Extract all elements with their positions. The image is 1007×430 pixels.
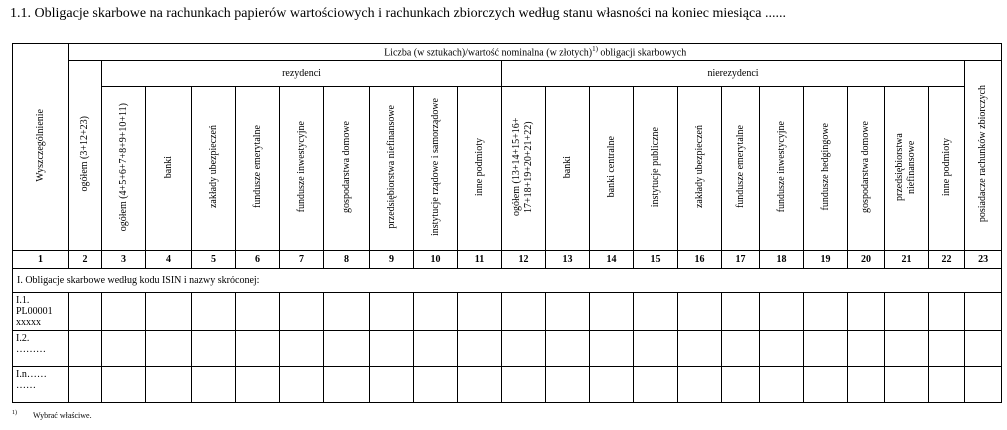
data-cell[interactable] bbox=[965, 331, 1002, 367]
data-cell[interactable] bbox=[634, 293, 678, 331]
header-col-18: fundusze inwestycyjne bbox=[760, 87, 804, 251]
col-number: 18 bbox=[760, 251, 804, 269]
data-cell[interactable] bbox=[370, 293, 414, 331]
header-col-22: inne podmioty bbox=[929, 87, 965, 251]
data-cell[interactable] bbox=[102, 293, 146, 331]
data-cell[interactable] bbox=[965, 367, 1002, 403]
data-cell[interactable] bbox=[236, 367, 280, 403]
header-rezydenci: rezydenci bbox=[102, 61, 502, 87]
data-cell[interactable] bbox=[458, 367, 502, 403]
data-cell[interactable] bbox=[929, 293, 965, 331]
col-number: 3 bbox=[102, 251, 146, 269]
header-col-15: instytucje publiczne bbox=[634, 87, 678, 251]
data-cell[interactable] bbox=[678, 331, 722, 367]
header-col-3: ogółem (4+5+6+7+8+9+10+11) bbox=[102, 87, 146, 251]
data-cell[interactable] bbox=[324, 367, 370, 403]
table-row bbox=[13, 293, 1002, 331]
data-cell[interactable] bbox=[502, 293, 546, 331]
data-cell[interactable] bbox=[804, 367, 848, 403]
col-number: 16 bbox=[678, 251, 722, 269]
header-col-7: fundusze inwestycyjne bbox=[280, 87, 324, 251]
data-cell[interactable] bbox=[502, 367, 546, 403]
data-cell[interactable] bbox=[69, 331, 102, 367]
data-cell[interactable] bbox=[69, 293, 102, 331]
data-cell[interactable] bbox=[102, 331, 146, 367]
header-col-8: gospodarstwa domowe bbox=[324, 87, 370, 251]
header-col-11: inne podmioty bbox=[458, 87, 502, 251]
data-cell[interactable] bbox=[885, 293, 929, 331]
header-col-20: gospodarstwa domowe bbox=[848, 87, 885, 251]
header-col-17: fundusze emerytalne bbox=[722, 87, 760, 251]
data-cell[interactable] bbox=[102, 367, 146, 403]
data-cell[interactable] bbox=[192, 293, 236, 331]
row-label: I.2. ……… bbox=[13, 331, 69, 367]
data-cell[interactable] bbox=[848, 293, 885, 331]
data-cell[interactable] bbox=[502, 331, 546, 367]
data-cell[interactable] bbox=[885, 367, 929, 403]
data-cell[interactable] bbox=[192, 331, 236, 367]
header-col-12: ogółem (13+14+15+16+ 17+18+19+20+21+22) bbox=[502, 87, 546, 251]
data-cell[interactable] bbox=[590, 331, 634, 367]
header-ogolem: ogółem (3+12+23) bbox=[69, 61, 102, 251]
data-cell[interactable] bbox=[760, 293, 804, 331]
header-col-4: banki bbox=[146, 87, 192, 251]
data-cell[interactable] bbox=[678, 367, 722, 403]
row-label: I.1. PL00001 xxxxx bbox=[13, 293, 69, 331]
data-cell[interactable] bbox=[760, 367, 804, 403]
header-col-14: banki centralne bbox=[590, 87, 634, 251]
col-number: 17 bbox=[722, 251, 760, 269]
data-cell[interactable] bbox=[414, 331, 458, 367]
data-cell[interactable] bbox=[965, 293, 1002, 331]
section-label: I. Obligacje skarbowe według kodu ISIN i nazwy skróconej: bbox=[13, 269, 1002, 293]
col-number: 21 bbox=[885, 251, 929, 269]
col-number: 7 bbox=[280, 251, 324, 269]
data-cell[interactable] bbox=[324, 293, 370, 331]
data-cell[interactable] bbox=[804, 293, 848, 331]
col-number: 13 bbox=[546, 251, 590, 269]
header-wyszczegolnienie: Wyszczególnienie bbox=[13, 44, 69, 251]
data-cell[interactable] bbox=[722, 331, 760, 367]
col-number: 8 bbox=[324, 251, 370, 269]
data-cell[interactable] bbox=[722, 293, 760, 331]
col-number: 9 bbox=[370, 251, 414, 269]
table-row bbox=[13, 367, 1002, 403]
data-cell[interactable] bbox=[848, 367, 885, 403]
data-cell[interactable] bbox=[804, 331, 848, 367]
col-number: 23 bbox=[965, 251, 1002, 269]
header-col-19: fundusze hedgingowe bbox=[804, 87, 848, 251]
col-number: 14 bbox=[590, 251, 634, 269]
header-nierezydenci: nierezydenci bbox=[502, 61, 965, 87]
data-cell[interactable] bbox=[370, 367, 414, 403]
data-cell[interactable] bbox=[678, 293, 722, 331]
data-cell[interactable] bbox=[146, 367, 192, 403]
row-label: I.n…… …… bbox=[13, 367, 69, 403]
header-col-6: fundusze emerytalne bbox=[236, 87, 280, 251]
col-number: 15 bbox=[634, 251, 678, 269]
col-number: 22 bbox=[929, 251, 965, 269]
data-cell[interactable] bbox=[280, 293, 324, 331]
col-number: 12 bbox=[502, 251, 546, 269]
data-cell[interactable] bbox=[324, 331, 370, 367]
header-col-10: instytucje rządowe i samorządowe bbox=[414, 87, 458, 251]
footnote bbox=[12, 410, 92, 420]
footnote-mark: 1) bbox=[12, 410, 17, 416]
data-cell[interactable] bbox=[458, 331, 502, 367]
header-col-16: zakłady ubezpieczeń bbox=[678, 87, 722, 251]
data-cell[interactable] bbox=[885, 331, 929, 367]
data-cell[interactable] bbox=[546, 367, 590, 403]
data-cell[interactable] bbox=[236, 293, 280, 331]
data-cell[interactable] bbox=[236, 331, 280, 367]
data-cell[interactable] bbox=[848, 331, 885, 367]
header-col-5: zakłady ubezpieczeń bbox=[192, 87, 236, 251]
data-cell[interactable] bbox=[458, 293, 502, 331]
header-col-13: banki bbox=[546, 87, 590, 251]
header-posiadacze: posiadacze rachunków zbiorczych bbox=[965, 61, 1002, 251]
col-number: 2 bbox=[69, 251, 102, 269]
data-cell[interactable] bbox=[760, 331, 804, 367]
col-number: 5 bbox=[192, 251, 236, 269]
data-cell[interactable] bbox=[929, 367, 965, 403]
data-cell[interactable] bbox=[634, 331, 678, 367]
data-cell[interactable] bbox=[414, 367, 458, 403]
data-cell[interactable] bbox=[590, 293, 634, 331]
data-cell[interactable] bbox=[414, 293, 458, 331]
data-cell[interactable] bbox=[146, 293, 192, 331]
header-col-21: przedsiębiorstwa niefinansowe bbox=[885, 87, 929, 251]
table-row bbox=[13, 331, 1002, 367]
data-cell[interactable] bbox=[590, 367, 634, 403]
data-cell[interactable] bbox=[192, 367, 236, 403]
data-cell[interactable] bbox=[370, 331, 414, 367]
col-number: 19 bbox=[804, 251, 848, 269]
data-cell[interactable] bbox=[546, 293, 590, 331]
col-number: 11 bbox=[458, 251, 502, 269]
data-cell[interactable] bbox=[546, 331, 590, 367]
header-top: Liczba (w sztukach)/wartość nominalna (w złotych)$^{1)}$ obligacji skarbowych bbox=[69, 44, 1002, 61]
data-cell[interactable] bbox=[280, 367, 324, 403]
data-cell[interactable] bbox=[69, 367, 102, 403]
header-col-9: przedsiębiorstwa niefinansowe bbox=[370, 87, 414, 251]
col-number: 6 bbox=[236, 251, 280, 269]
page-title: 1.1. Obligacje skarbowe na rachunkach papierów wartościowych i rachunkach zbiorczych według stanu własności na koniec miesiąca ...... bbox=[10, 6, 786, 21]
col-number: 4 bbox=[146, 251, 192, 269]
data-cell[interactable] bbox=[722, 367, 760, 403]
col-number: 10 bbox=[414, 251, 458, 269]
col-number: 20 bbox=[848, 251, 885, 269]
data-cell[interactable] bbox=[146, 331, 192, 367]
column-number-row bbox=[13, 251, 1002, 269]
data-cell[interactable] bbox=[280, 331, 324, 367]
data-cell[interactable] bbox=[929, 331, 965, 367]
data-cell[interactable] bbox=[634, 367, 678, 403]
col-number: 1 bbox=[13, 251, 69, 269]
report-table bbox=[12, 43, 1002, 403]
footnote-text: Wybrać właściwe. bbox=[33, 410, 92, 420]
